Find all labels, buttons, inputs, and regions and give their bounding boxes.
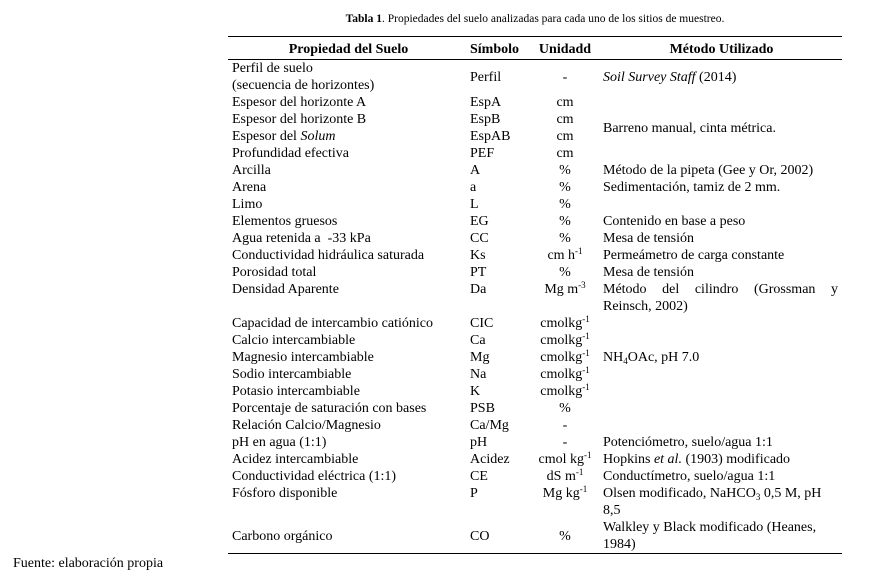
unit-cell: [529, 468, 601, 485]
unit-cell: %: [559, 214, 571, 229]
property-cell: Carbono orgánico: [232, 528, 333, 544]
method-cell: [601, 485, 842, 519]
method-subscript: 4: [623, 356, 628, 366]
method-cell: Mesa de tensión: [603, 231, 694, 246]
method-cell: Método del cilindro (Grossman y Reinsch, 2002): [603, 282, 838, 314]
symbol-cell: A: [470, 163, 481, 178]
unit-base: cm h: [547, 248, 576, 263]
soil-properties-table-container: [228, 36, 842, 554]
table-row: [228, 315, 842, 332]
unit-cell: [529, 383, 601, 400]
symbol-cell: EspA: [470, 95, 502, 110]
symbol-cell: pH: [470, 435, 488, 450]
unit-exponent: -1: [584, 450, 592, 460]
property-cell: Arcilla: [232, 163, 271, 178]
method-cell: Potenciómetro, suelo/agua 1:1: [603, 435, 773, 450]
method-cell: [601, 451, 842, 468]
unit-cell: %: [559, 265, 571, 280]
unit-cell: %: [559, 528, 571, 544]
unit-cell: %: [559, 163, 571, 178]
method-text: Olsen modificado, NaHCO: [603, 486, 756, 501]
header-unit: Unidadd: [538, 42, 592, 57]
symbol-cell: Perfil: [470, 69, 502, 85]
property-cell: Espesor del horizonte A: [232, 95, 367, 110]
property-text: Espesor del: [232, 129, 301, 144]
unit-exponent: -1: [582, 365, 590, 375]
symbol-cell: CIC: [470, 316, 494, 331]
unit-cell: [529, 366, 601, 383]
method-cell: [601, 315, 842, 400]
unit-exponent: -1: [582, 348, 590, 358]
property-cell: Arena: [232, 180, 267, 195]
table-header-row: [228, 37, 842, 60]
unit-cell: [529, 349, 601, 366]
symbol-cell: Acidez: [470, 452, 510, 467]
unit-exponent: -1: [582, 314, 590, 324]
property-cell: Conductividad eléctrica (1:1): [232, 469, 397, 484]
unit-base: Mg kg: [542, 486, 580, 501]
table-row: [228, 281, 842, 315]
method-text: Hopkins: [603, 452, 654, 467]
table-row: [228, 468, 842, 485]
table-row: [228, 196, 842, 213]
method-cell: [601, 60, 842, 95]
method-cell: Mesa de tensión: [603, 265, 694, 280]
table-row: [228, 60, 842, 95]
unit-exponent: -3: [578, 280, 586, 290]
table-row: [228, 94, 842, 111]
method-text: (2014): [695, 69, 737, 85]
table-source-note: Fuente: elaboración propia: [13, 556, 164, 571]
property-cell: [228, 128, 469, 145]
property-cell: [228, 60, 469, 95]
unit-cell: %: [559, 180, 571, 195]
symbol-cell: CO: [470, 528, 490, 544]
unit-cell: -: [562, 418, 568, 433]
symbol-cell: PSB: [470, 401, 495, 416]
unit-cell: -: [562, 69, 568, 85]
soil-properties-table: [228, 36, 842, 554]
property-cell: Espesor del horizonte B: [232, 112, 367, 127]
method-cell: [601, 196, 842, 213]
property-cell: Porosidad total: [232, 265, 317, 280]
symbol-cell: EspB: [470, 112, 501, 127]
unit-cell: cm: [556, 95, 574, 110]
table-row: [228, 247, 842, 264]
method-text: (1903) modificado: [681, 452, 791, 467]
unit-cell: %: [559, 231, 571, 246]
unit-cell: [529, 332, 601, 349]
property-italic: Solum: [300, 129, 336, 144]
method-text: NH: [603, 350, 624, 365]
header-symbol: Símbolo: [470, 42, 520, 57]
unit-exponent: -1: [575, 467, 584, 477]
unit-base: cmolkg: [540, 367, 583, 382]
unit-cell: cm: [556, 146, 574, 161]
method-cell: Conductímetro, suelo/agua 1:1: [603, 469, 776, 484]
unit-exponent: -1: [582, 331, 590, 341]
symbol-cell: EG: [470, 214, 489, 229]
method-cell: [601, 400, 842, 417]
method-text: OAc, pH 7.0: [627, 350, 700, 365]
symbol-cell: L: [470, 197, 479, 212]
property-cell: Capacidad de intercambio catiónico: [232, 316, 433, 331]
table-row: [228, 400, 842, 417]
method-subscript: 3: [755, 492, 761, 502]
property-cell: Conductividad hidráulica saturada: [232, 248, 425, 263]
unit-base: cmolkg: [540, 350, 583, 365]
symbol-cell: PEF: [470, 146, 495, 161]
property-line-1: Perfil de suelo: [232, 61, 313, 76]
property-cell: Magnesio intercambiable: [232, 350, 374, 365]
table-row: [228, 519, 842, 554]
header-method: Método Utilizado: [669, 42, 774, 57]
symbol-cell: EspAB: [470, 129, 511, 144]
table-row: [228, 179, 842, 196]
property-cell: Porcentaje de saturación con bases: [232, 401, 427, 416]
property-cell: Acidez intercambiable: [232, 452, 359, 467]
property-cell: Profundidad efectiva: [232, 146, 350, 161]
property-cell: Relación Calcio/Magnesio: [232, 418, 381, 433]
property-line-2: (secuencia de horizontes): [232, 78, 375, 93]
symbol-cell: Ca: [470, 333, 486, 348]
property-cell: Densidad Aparente: [232, 282, 339, 297]
unit-cell: -: [562, 435, 568, 450]
symbol-cell: Na: [470, 367, 487, 382]
table-caption: [228, 12, 842, 26]
unit-base: dS m: [546, 469, 576, 484]
symbol-cell: P: [470, 486, 478, 501]
unit-cell: %: [559, 197, 571, 212]
property-cell: Agua retenida a -33 kPa: [232, 231, 371, 246]
unit-cell: cm: [556, 112, 574, 127]
unit-base: cmolkg: [540, 384, 583, 399]
symbol-cell: PT: [470, 265, 487, 280]
symbol-cell: Ks: [470, 248, 486, 263]
symbol-cell: Ca/Mg: [470, 418, 509, 433]
unit-exponent: -1: [575, 246, 583, 256]
symbol-cell: K: [470, 384, 481, 399]
method-cell: Método de la pipeta (Gee y Or, 2002): [603, 163, 814, 178]
unit-cell: [529, 247, 601, 264]
property-cell: Calcio intercambiable: [232, 333, 356, 348]
method-text: 0,5 M, pH 8,5: [603, 486, 822, 518]
unit-cell: [529, 281, 601, 315]
unit-exponent: -1: [582, 382, 590, 392]
method-cell: Barreno manual, cinta métrica.: [603, 120, 776, 136]
unit-base: cmol kg: [538, 452, 584, 467]
symbol-cell: CC: [470, 231, 489, 246]
caption-text: . Propiedades del suelo analizadas para cada uno de los sitios de muestreo.: [382, 13, 725, 25]
method-cell: [601, 417, 842, 434]
table-row: [228, 264, 842, 281]
property-cell: Sodio intercambiable: [232, 367, 352, 382]
unit-cell: [529, 315, 601, 332]
method-cell: Walkley y Black modificado (Heanes, 1984): [603, 520, 817, 552]
property-cell: Limo: [232, 197, 263, 212]
symbol-cell: Da: [470, 282, 487, 297]
property-cell: Elementos gruesos: [232, 214, 338, 229]
table-row: [228, 451, 842, 468]
caption-label: Tabla 1: [345, 13, 382, 25]
header-property: Propiedad del Suelo: [288, 42, 409, 57]
table-row: [228, 230, 842, 247]
method-italic: Soil Survey Staff: [603, 69, 696, 85]
table-row: [228, 434, 842, 451]
method-italic: et al.: [653, 452, 682, 467]
property-cell: pH en agua (1:1): [232, 435, 327, 450]
unit-cell: [529, 485, 601, 519]
unit-cell: cm: [556, 129, 574, 144]
method-cell: Contenido en base a peso: [603, 214, 746, 229]
symbol-cell: a: [470, 180, 477, 195]
unit-base: cmolkg: [540, 333, 583, 348]
symbol-cell: CE: [470, 469, 488, 484]
unit-cell: %: [559, 401, 571, 416]
table-row: [228, 417, 842, 434]
property-cell: Fósforo disponible: [232, 486, 338, 501]
unit-base: cmolkg: [540, 316, 583, 331]
unit-exponent: -1: [579, 484, 588, 494]
unit-base: Mg m: [544, 282, 579, 297]
method-cell: Permeámetro de carga constante: [603, 248, 785, 263]
property-cell: Potasio intercambiable: [232, 384, 360, 399]
table-row: [228, 162, 842, 179]
symbol-cell: Mg: [470, 350, 490, 365]
method-cell: Sedimentación, tamiz de 2 mm.: [603, 180, 781, 195]
unit-cell: [529, 451, 601, 468]
table-row: [228, 485, 842, 519]
table-row: [228, 213, 842, 230]
